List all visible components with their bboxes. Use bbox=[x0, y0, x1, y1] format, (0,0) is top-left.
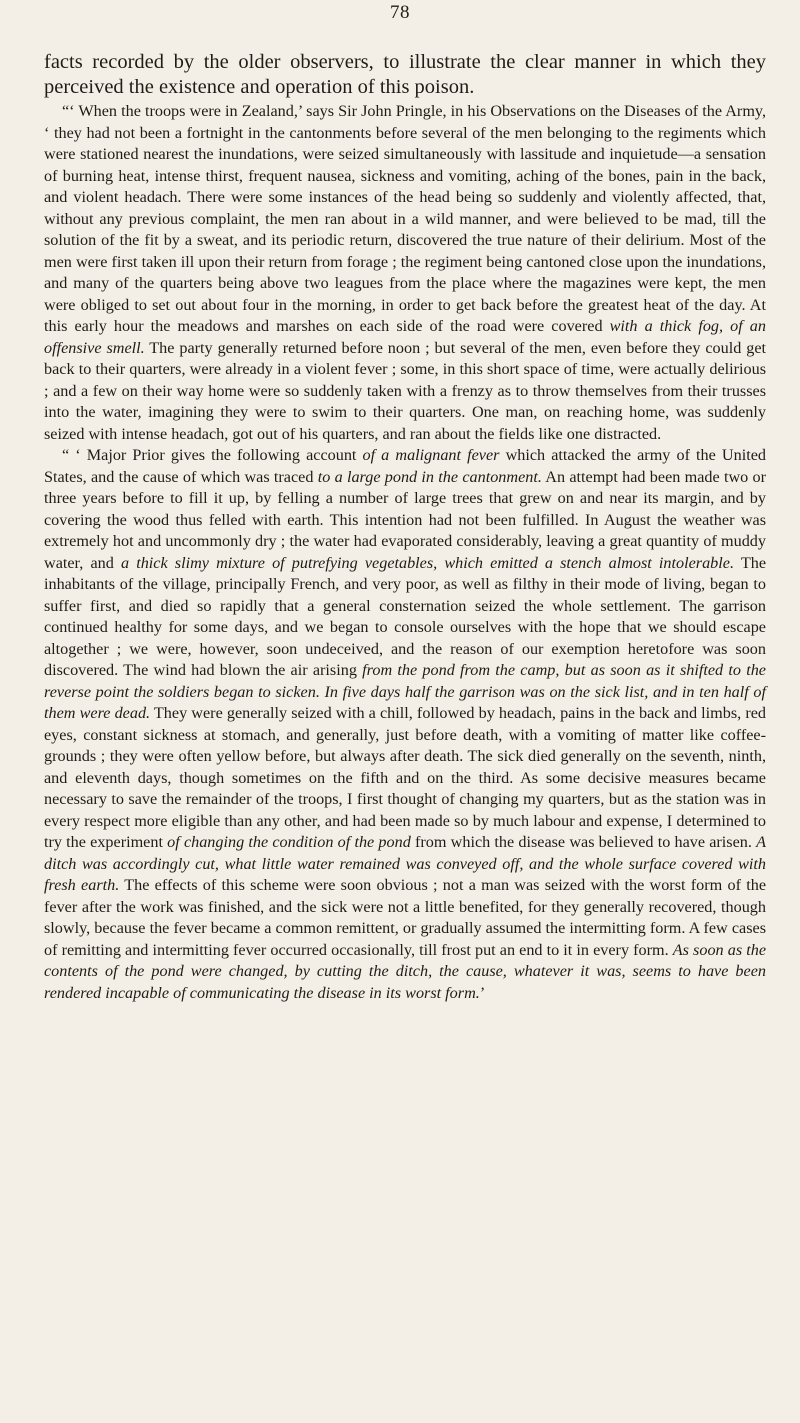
text-segment: An attempt had been made two or three years before to fill it up, by felling a number of large trees that grew on and near its margin, and by covering the wood thus felled with earth. This intention had not been fulfilled. In August the weather was extremely hot and uncommonly dry ; the water had evaporated considerably, leaving a great quantity of muddy water, and bbox=[44, 467, 766, 572]
italic-segment: of a malignant fever bbox=[362, 446, 500, 464]
text-segment: The party generally returned before noon ; but several of the men, even before they could get back to their quarters, were already in a violent fever ; some, in this short space of time, were actually delirious ; and a few on their way home were so suddenly taken with a frenzy as to throw themselves from their trusses into the water, imagining they were to swim to their quarters. One man, on reaching home, was suddenly seized with intense headach, got out of his quarters, and ran about the fields like one distracted. bbox=[44, 338, 766, 443]
paragraph-pringle bbox=[44, 101, 766, 445]
italic-segment: A ditch was accordingly cut, what little water remained was conveyed off, and the whole surface covered with fresh earth. bbox=[44, 833, 767, 894]
text-segment: The effects of this scheme were soon obvious ; not a man was seized with the worst form of the fever after the work was finished, and the sick were not a little benefited, for they generally recovered, though slowly, because the fever became a common remittent, or gradually assumed the intermitting form. A few cases of remitting and intermitting fever occurred occasionally, till frost put an end to it in every form. bbox=[44, 876, 767, 959]
page-number: 78 bbox=[390, 2, 410, 23]
intro-text: facts recorded by the older observers, to illustrate the clear manner in which they perceived the existence and operation of this poison. bbox=[44, 51, 766, 98]
italic-segment: with a thick fog, of an offensive smell. bbox=[44, 317, 766, 357]
italic-segment: As soon as the contents of the pond were changed, by cutting the ditch, the cause, whatever it was, seems to have been rendered incapable of communicating the disease in its worst form. bbox=[44, 940, 767, 1002]
paragraph-prior bbox=[44, 445, 766, 1004]
text-segment: from which the disease was believed to have arisen. bbox=[410, 833, 757, 851]
body-text bbox=[44, 101, 766, 1004]
text-segment: ’ bbox=[479, 983, 486, 1002]
italic-segment: of changing the condition of the pond bbox=[167, 833, 411, 851]
text-segment: which attacked the army of the United States, and the cause of which was traced bbox=[44, 446, 766, 486]
text-segment: “ ‘ Major Prior gives the following account bbox=[62, 446, 363, 464]
italic-segment: from the pond from the camp, but as soon as it shifted to the reverse point the soldiers began to sicken. In five days half the garrison was on the sick list, and in ten half of them were dead. bbox=[44, 661, 766, 722]
text-segment: “‘ When the troops were in Zealand,’ says Sir John Pringle, in his Observations on the Diseases of the Army, ‘ they had not been a fortnight in the cantonments before several of the men belonging to the regiments which were stationed nearest the inundations, were seized simultaneously with lassitude and inquietude—a sensation of burning heat, intense thirst, frequent nausea, sickness and vomiting, aching of the bones, pain in the back, and violent headach. There were some instances of the head being so suddenly and violently affected, that, without any previous complaint, the men ran about in a wild manner, and were believed to be mad, till the solution of the fit by a sweat, and its periodic return, discovered the true nature of their delirium. Most of the men were first taken ill upon their return from forage ; the regiment being cantoned close upon the inundations, and many of the quarters being above two leagues from the place where the magazines were kept, the men were obliged to set out about four in the morning, in order to get back before the greatest heat of the day. At this early hour the meadows and marshes on each side of the road were covered bbox=[44, 102, 766, 335]
italic-segment: a thick slimy mixture of putrefying vegetables, which emitted a stench almost intolerable. bbox=[120, 553, 735, 572]
text-segment: The inhabitants of the village, principally French, and very poor, as well as filthy in their mode of living, began to suffer first, and died so rapidly that a general consternation seized the whole settlement. The garrison continued healthy for some days, and we began to console ourselves with the hope that we should escape altogether ; we were, however, soon undeceived, and the reason of our exemption heretofore was soon discovered. The wind had blown the air arising bbox=[44, 553, 767, 679]
text-segment: They were generally seized with a chill, followed by headach, pains in the back and limbs, red eyes, constant sickness at stomach, and generally, just before death, with a vomiting of matter like coffee-grounds ; they were often yellow before, but always after death. The sick died generally on the seventh, ninth, and eleventh days, though sometimes on the fifth and on the third. As some decisive measures became necessary to save the remainder of the troops, I first thought of changing my quarters, but as the station was in every respect more eligible than any other, and had been made so by much labour and expense, I determined to try the experiment bbox=[44, 704, 766, 851]
italic-segment: to a large pond in the cantonment. bbox=[317, 467, 542, 486]
